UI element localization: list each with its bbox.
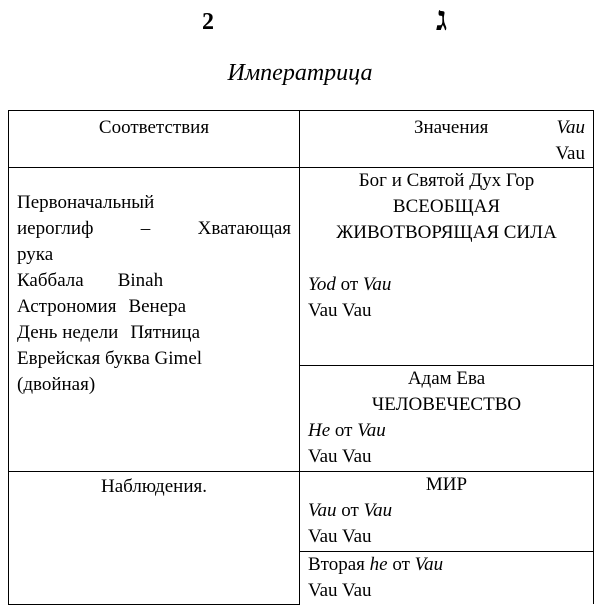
properties-cell <box>9 168 300 472</box>
meaning3-from-italic-2: Vau <box>363 500 393 521</box>
meaning-cell-3 <box>300 472 594 552</box>
weekday-key: День недели <box>17 322 119 343</box>
kabbalah-row <box>17 268 291 294</box>
meaning1-caps-2: ЖИВОТВОРЯЩАЯ СИЛА <box>336 222 557 243</box>
meaning2-vau: Vau Vau <box>308 446 372 467</box>
meaning4-vau: Vau Vau <box>308 580 372 601</box>
kabbalah-value: Binah <box>117 270 164 291</box>
hebrew-letter-gimel: ג <box>436 1 448 38</box>
astronomy-value: Венера <box>128 296 187 317</box>
meaning4-from-italic-2: Vau <box>414 554 444 575</box>
meaning3-from-mid: от <box>341 500 359 521</box>
hebrew-letter-line-2: (двойная) <box>17 374 96 395</box>
hieroglyph-line-2: иероглиф – Хватающая <box>17 218 291 239</box>
header-correspondences: Соответствия <box>9 111 300 168</box>
meaning3-title: МИР <box>425 474 468 495</box>
meaning2-caps: ЧЕЛОВЕЧЕСТВО <box>371 394 522 415</box>
meaning4-from <box>308 552 585 578</box>
meaning1-gods: Бог и Святой Дух Гор <box>358 170 535 191</box>
meaning3-from-italic: Vau <box>308 500 337 521</box>
astronomy-row <box>17 294 291 320</box>
weekday-value: Пятница <box>130 322 201 343</box>
header-meanings-vau: Vau <box>556 117 585 138</box>
meaning2-from-italic-2: Vau <box>357 420 386 441</box>
weekday-row <box>17 320 291 346</box>
meaning2-from <box>308 418 585 444</box>
page-number: 2 <box>202 9 214 35</box>
meaning1-vau: Vau Vau <box>308 300 372 321</box>
meaning-cell-4 <box>300 552 594 605</box>
meaning4-from-italic: he <box>369 554 388 575</box>
header-meanings <box>300 111 594 168</box>
meaning4-from-mid: от <box>392 554 410 575</box>
card-title: Императрица <box>227 60 373 86</box>
observations-cell: Наблюдения. <box>9 472 300 605</box>
header-meanings-label: Значения <box>414 117 489 138</box>
meaning3-vau: Vau Vau <box>308 526 372 547</box>
meaning1-from <box>308 272 585 298</box>
meaning1-from-italic-2: Vau <box>362 274 392 295</box>
meaning-cell-2 <box>300 366 594 472</box>
meaning-cell-1 <box>300 168 594 366</box>
hebrew-letter-line-1: Еврейская буква Gimel <box>17 348 203 369</box>
header-meanings-vau-2: Vau <box>555 143 585 164</box>
meaning2-names: Адам Ева <box>407 368 486 389</box>
meaning3-from <box>308 498 585 524</box>
correspondence-table <box>8 110 594 605</box>
meaning1-from-mid: от <box>340 274 359 295</box>
meaning2-from-mid: от <box>334 420 353 441</box>
meaning4-from-prefix: Вторая <box>308 554 365 575</box>
astronomy-key: Астрономия <box>17 296 117 317</box>
kabbalah-key: Каббала <box>17 270 84 291</box>
meaning1-caps-1: ВСЕОБЩАЯ <box>392 196 501 217</box>
hieroglyph-line-1: Первоначальный <box>17 192 155 213</box>
meaning2-from-italic: He <box>308 420 331 441</box>
hieroglyph-line-3: рука <box>17 244 54 265</box>
meaning1-from-italic: Yod <box>308 274 336 295</box>
